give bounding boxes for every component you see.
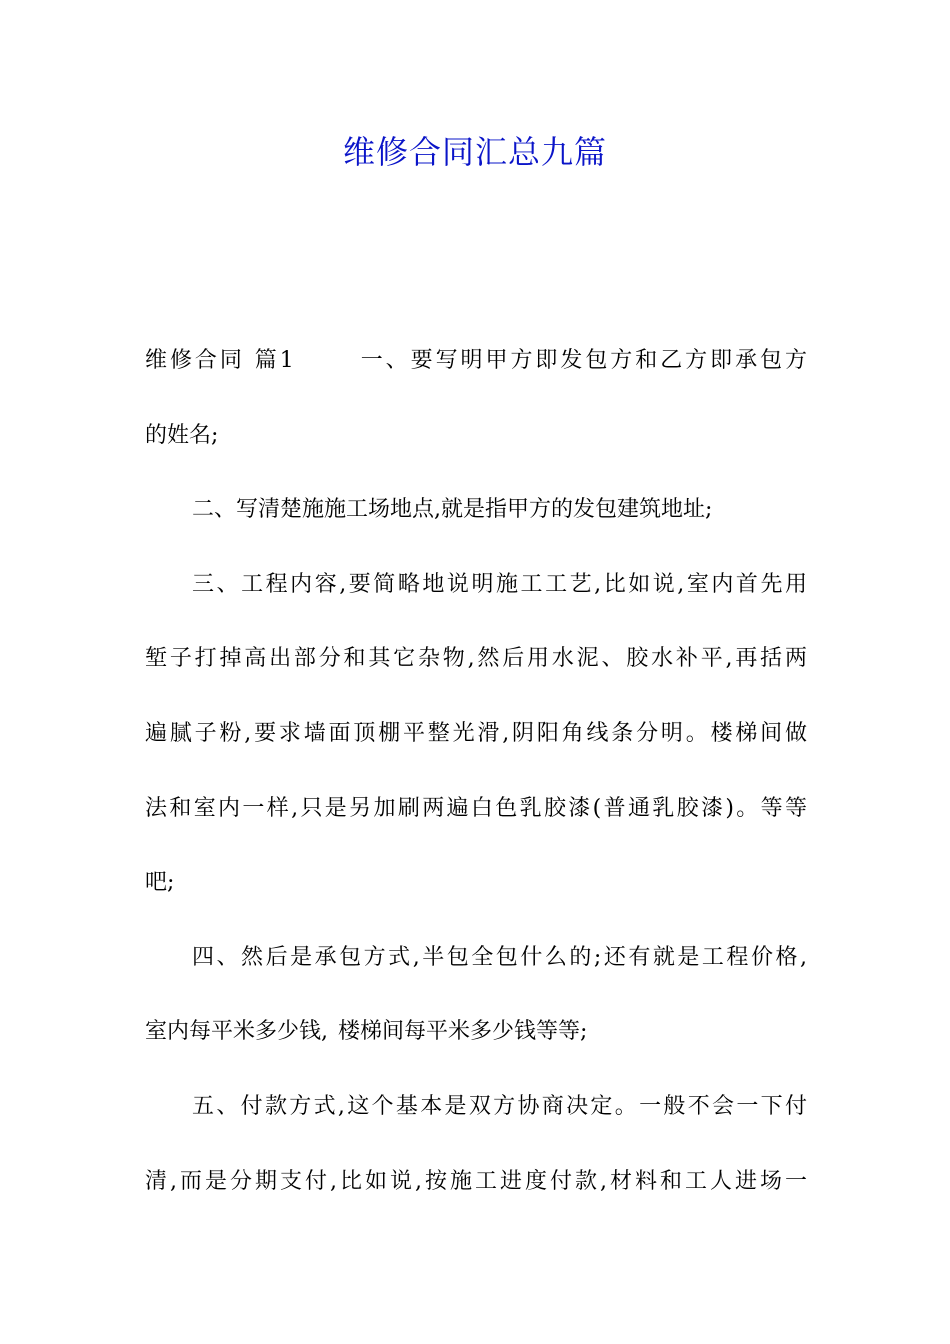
paragraph-line: 清,而是分期支付,比如说,按施工进度付款,材料和工人进场一 xyxy=(145,1168,807,1194)
paragraph-text: 楼梯间每平米多少钱等等; xyxy=(338,1019,588,1045)
paragraph-line: 二、写清楚施施工场地点,就是指甲方的发包建筑地址; xyxy=(192,497,713,523)
paragraph-text: 室内每平米多少钱, xyxy=(145,1019,328,1045)
paragraph-text: 一、要写明甲方即发包方和乙方即承包方 xyxy=(357,348,807,373)
paragraph-line: 遍腻子粉,要求墙面顶棚平整光滑,阴阳角线条分明。楼梯间做 xyxy=(145,720,807,746)
paragraph-line: 三、工程内容,要简略地说明施工工艺,比如说,室内首先用 xyxy=(192,571,807,597)
paragraph-line: 吧; xyxy=(145,870,175,896)
paragraph-line: 堑子打掉高出部分和其它杂物,然后用水泥、胶水补平,再括两 xyxy=(145,646,807,672)
paragraph-line: 的姓名; xyxy=(145,422,219,448)
paragraph-line: 法和室内一样,只是另加刷两遍白色乳胶漆(普通乳胶漆)。等等 xyxy=(145,795,807,821)
section-heading-part: 篇1 xyxy=(254,348,294,373)
section-heading-label: 维修合同 xyxy=(145,348,245,373)
document-title: 维修合同汇总九篇 xyxy=(342,133,607,171)
paragraph-line xyxy=(145,339,807,414)
paragraph-line xyxy=(145,1010,807,1085)
paragraph-line: 四、然后是承包方式,半包全包什么的;还有就是工程价格, xyxy=(192,944,807,970)
paragraph-line: 五、付款方式,这个基本是双方协商决定。一般不会一下付 xyxy=(192,1093,807,1119)
document-body xyxy=(145,339,807,1234)
